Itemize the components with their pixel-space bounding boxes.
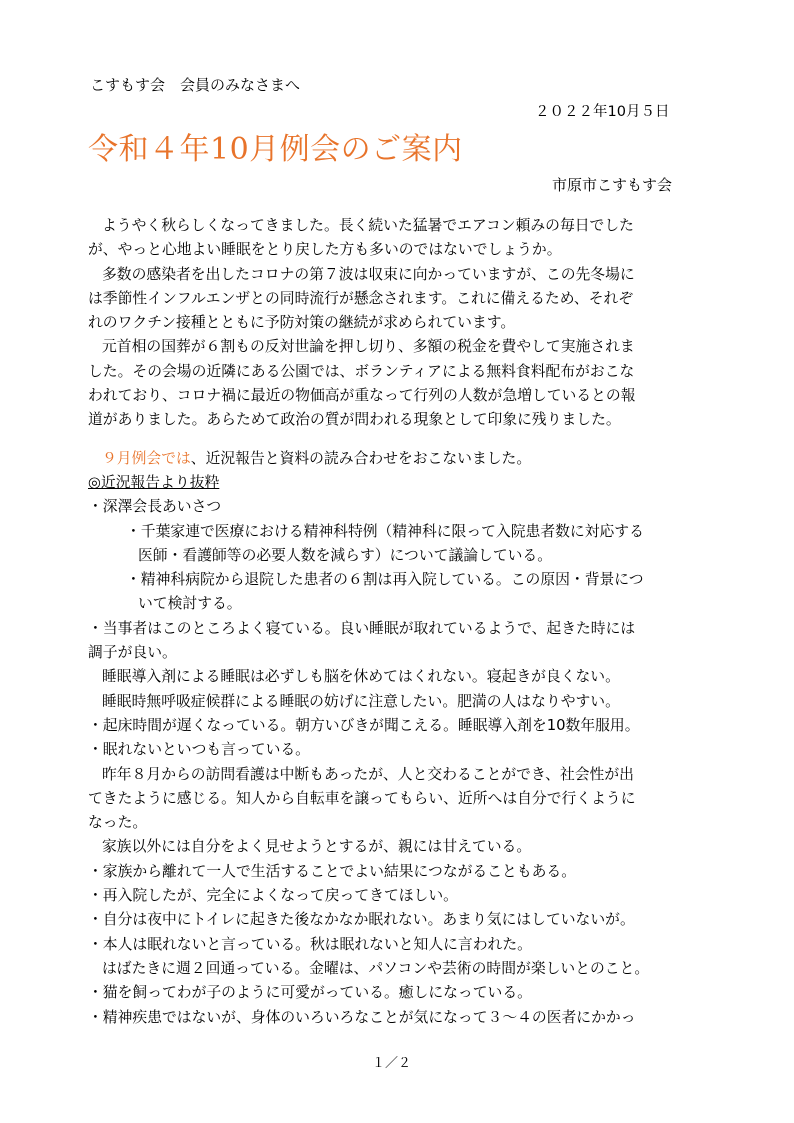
intro-line: 道がありました。あらためて政治の質が問われる現象として印象に残りました。 [88, 411, 621, 429]
report-line: 睡眠導入剤による睡眠は必ずしも脳を休めてはくれない。寝起きが良くない。 [102, 668, 620, 686]
report-line: ・当事者はこのところよく寝ている。良い睡眠が取れているようで、起きた時には [88, 619, 636, 637]
section-heading: ◎近況報告より抜粋 [88, 473, 220, 491]
addressee: こすもす会 会員のみなさまへ [90, 76, 301, 94]
report-line: ・眠れないといつも言っている。 [88, 741, 310, 759]
intro-line: れのワクチン接種とともに予防対策の継続が求められています。 [88, 314, 516, 332]
report-line: ・精神科病院から退院した患者の６割は再入院している。この原因・背景につ [126, 571, 644, 589]
page-title: 令和４年10月例会のご案内 [88, 132, 463, 167]
page-number: １／２ [372, 1056, 412, 1071]
meeting-highlight: ９月例会では [102, 449, 191, 467]
report-line: 調子が良い。 [88, 644, 177, 662]
intro-line: が、やっと心地よい睡眠をとり戻した方も多いのではないでしょうか。 [88, 241, 562, 259]
letter-body [88, 214, 688, 1030]
report-line: ・家族から離れて一人で生活することでよい結果につながることもある。 [88, 862, 577, 880]
report-line: 家族以外には自分をよく見せようとするが、親には甘えている。 [102, 838, 532, 856]
report-line: はばたきに週２回通っている。金曜は、パソコンや芸術の時間が楽しいとのこと。 [102, 959, 650, 977]
report-line: 昨年８月からの訪問看護は中断もあったが、人と交わることができ、社会性が出 [102, 765, 634, 783]
report-line: なった。 [88, 814, 148, 832]
date: ２０２２年10月５日 [535, 104, 670, 120]
intro-line: ようやく秋らしくなってきました。長く続いた猛暑でエアコン頼みの毎日でした [102, 217, 634, 234]
meeting-summary [88, 447, 688, 471]
report-line: ・再入院したが、完全によくなって戻ってきてほしい。 [88, 887, 458, 905]
report-line: ・深澤会長あいさつ [88, 498, 222, 516]
report-line: ・起床時間が遅くなっている。朝方いびきが聞こえる。睡眠導入剤を10数年服用。 [88, 716, 640, 734]
report-line: ・千葉家連で医療における精神科特例（精神科に限って入院患者数に対応する [126, 522, 644, 540]
report-line: ・精神疾患ではないが、身体のいろいろなことが気になって３～４の医者にかかっ [88, 1008, 636, 1026]
report-line: てきたように感じる。知人から自転車を譲ってもらい、近所へは自分で行くように [88, 789, 636, 807]
intro-line: 元首相の国葬が６割もの反対世論を押し切り、多額の税金を費やして実施されま [102, 338, 635, 356]
report-line: ・猫を飼ってわが子のように可愛がっている。癒しになっている。 [88, 984, 532, 1002]
intro-line: は季節性インフルエンザとの同時流行が懸念されます。これに備えるため、それぞ [88, 289, 634, 307]
meeting-summary-text: 、近況報告と資料の読み合わせをおこないました。 [190, 449, 532, 467]
intro-line: 多数の感染者を出したコロナの第７波は収束に向かっていますが、この先冬場に [102, 265, 635, 283]
report-line: 医師・看護師等の必要人数を減らす）について議論している。 [138, 546, 553, 564]
report-line: いて検討する。 [138, 595, 242, 613]
intro-line: した。その会場の近隣にある公園では、ボランティアによる無料食料配布がおこな [88, 362, 635, 380]
report-line: ・自分は夜中にトイレに起きた後なかなか眠れない。あまり気にはしていないが。 [88, 911, 635, 929]
organization-name: 市原市こすもす会 [552, 176, 673, 194]
report-line: 睡眠時無呼吸症候群による睡眠の妨げに注意したい。肥満の人はなりやすい。 [102, 692, 620, 710]
intro-line: われており、コロナ禍に最近の物価高が重なって行列の人数が急増しているとの報 [88, 387, 636, 405]
report-line: ・本人は眠れないと言っている。秋は眠れないと知人に言われた。 [88, 935, 532, 953]
